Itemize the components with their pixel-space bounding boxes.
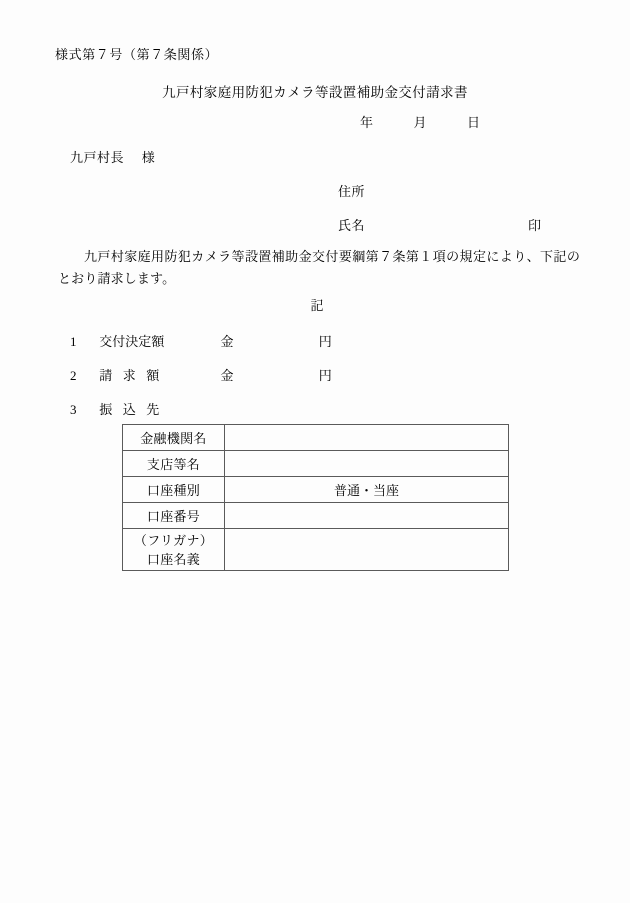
table-row [123, 451, 509, 477]
item-1-currency-suffix: 円 [318, 334, 332, 349]
bank-row-4-value[interactable] [225, 503, 509, 529]
form-number: 様式第７号（第７条関係） [55, 47, 219, 62]
date-line [0, 112, 630, 131]
addressee-honorific: 様 [141, 150, 156, 165]
bank-row-2-value[interactable] [225, 451, 509, 477]
date-year-label: 年 [359, 115, 373, 130]
bank-row-5-label-furigana: （フリガナ） [133, 532, 214, 548]
document-title: 九戸村家庭用防犯カメラ等設置補助金交付請求書 [162, 85, 468, 100]
bank-row-4-label: 口座番号 [123, 503, 225, 529]
item-1-label: 交付決定額 [99, 334, 165, 349]
date-day-label: 日 [467, 115, 481, 130]
item-1-number: 1 [70, 334, 77, 349]
applicant-name-label: 氏名 [338, 218, 366, 233]
bank-row-5-label [123, 529, 225, 571]
table-row [123, 503, 509, 529]
applicant-address-label: 住所 [338, 184, 366, 199]
seal-label: 印 [528, 218, 542, 233]
item-row-3 [70, 399, 217, 418]
bank-transfer-table [122, 424, 509, 571]
table-row [123, 529, 509, 571]
addressee-recipient: 九戸村長 [70, 150, 125, 165]
item-3-number: 3 [70, 402, 77, 417]
item-2-number: 2 [70, 368, 77, 383]
item-2-currency-prefix: 金 [220, 368, 234, 383]
bank-row-5-value[interactable] [225, 529, 509, 571]
item-row-1 [70, 331, 332, 350]
bank-row-2-label: 支店等名 [123, 451, 225, 477]
bank-row-3-value[interactable]: 普通・当座 [225, 477, 509, 503]
bank-row-5-label-account-name: 口座名義 [146, 551, 201, 567]
addressee-line [70, 147, 155, 166]
table-row [123, 425, 509, 451]
table-row [123, 477, 509, 503]
item-row-2 [70, 365, 332, 384]
bank-row-3-label: 口座種別 [123, 477, 225, 503]
item-1-currency-prefix: 金 [220, 334, 234, 349]
body-paragraph: 九戸村家庭用防犯カメラ等設置補助金交付要綱第７条第１項の規定により、下記のとおり請求します。 [58, 249, 580, 286]
bank-row-1-value[interactable] [225, 425, 509, 451]
bank-row-1-label: 金融機関名 [123, 425, 225, 451]
item-2-currency-suffix: 円 [318, 368, 332, 383]
date-month-label: 月 [413, 115, 427, 130]
item-3-label: 振込先 [99, 402, 170, 417]
item-2-label: 請求額 [99, 368, 170, 383]
ki-heading: 記 [310, 298, 324, 313]
